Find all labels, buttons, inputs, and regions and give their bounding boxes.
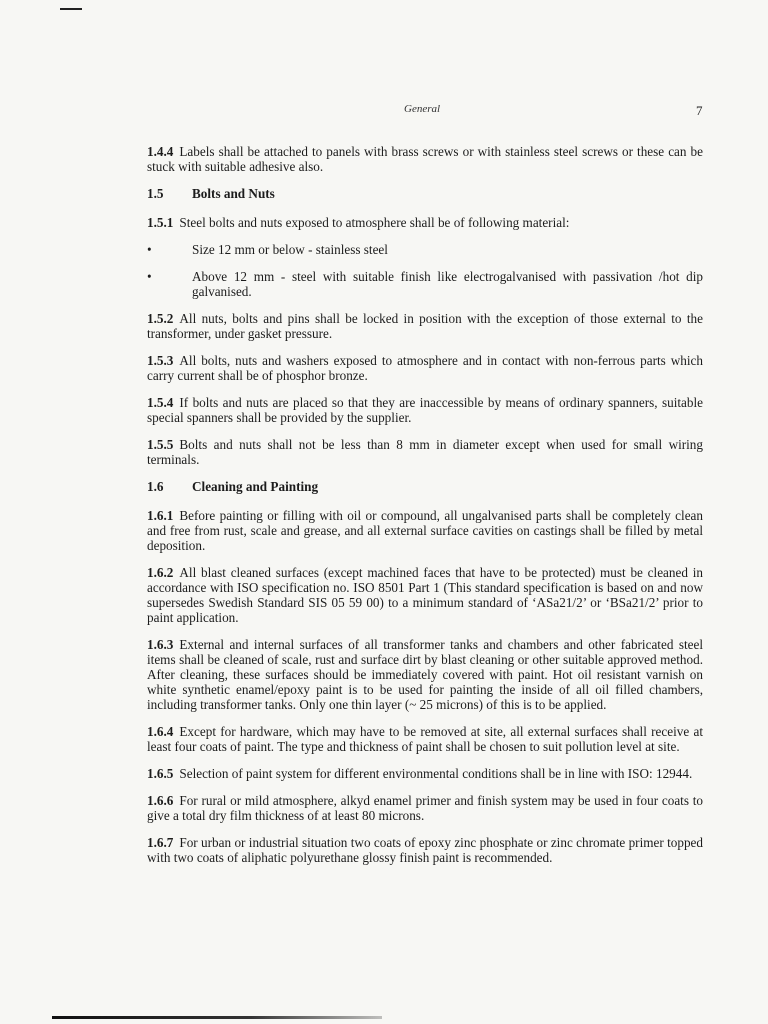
scan-edge-line	[52, 1016, 382, 1019]
clause-number: 1.5.2	[147, 311, 174, 326]
clause-1-6-3	[147, 637, 703, 712]
clause-number: 1.4.4	[147, 144, 174, 159]
clause-1-5-2	[147, 311, 703, 341]
clause-number: 1.6.6	[147, 793, 174, 808]
clause-text: For urban or industrial situation two coats of epoxy zinc phosphate or zinc chromate primer topped with two coats of aliphatic polyurethane glossy finish paint is recommended.	[147, 835, 703, 865]
section-title: Cleaning and Painting	[192, 479, 319, 494]
clause-1-6-5	[147, 766, 703, 781]
bullet-marker: •	[147, 242, 152, 257]
clause-number: 1.5.1	[147, 215, 174, 230]
bullet-text: Above 12 mm - steel with suitable finish like electrogalvanised with passivation /hot dip galvanised.	[192, 269, 703, 299]
clause-1-4-4	[147, 144, 703, 174]
page-number: 7	[696, 103, 703, 118]
clause-text: Before painting or filling with oil or compound, all ungalvanised parts shall be completely clean and free from rust, scale and grease, and all external surface cavities on castings shall be filled by metal deposition.	[147, 508, 703, 553]
section-number: 1.6	[147, 479, 164, 494]
document-body	[147, 144, 703, 877]
clause-number: 1.6.4	[147, 724, 174, 739]
clause-1-6-7	[147, 835, 703, 865]
bullet-item	[147, 269, 703, 299]
clause-text: External and internal surfaces of all transformer tanks and chambers and other fabricated steel items shall be cleaned of scale, rust and surface dirt by blast cleaning or other suitable approved method. After cleaning, these surfaces should be immediately covered with paint. Hot oil resistant varnish on white synthetic enamel/epoxy paint is to be used for painting the inside of all oil filled chambers, including transformer tanks. Only one thin layer (~ 25 microns) of this is to be applied.	[147, 637, 703, 712]
clause-number: 1.5.5	[147, 437, 174, 452]
clause-number: 1.6.7	[147, 835, 174, 850]
clause-text: For rural or mild atmosphere, alkyd enamel primer and finish system may be used in four coats to give a total dry film thickness of at least 80 microns.	[147, 793, 703, 823]
clause-number: 1.6.3	[147, 637, 174, 652]
section-heading-1-6	[147, 479, 703, 494]
clause-1-5-5	[147, 437, 703, 467]
clause-text: If bolts and nuts are placed so that they are inaccessible by means of ordinary spanners, suitable special spanners shall be provided by the supplier.	[147, 395, 703, 425]
scan-mark	[60, 8, 82, 10]
clause-text: Bolts and nuts shall not be less than 8 mm in diameter except when used for small wiring terminals.	[147, 437, 703, 467]
clause-1-6-6	[147, 793, 703, 823]
section-title: Bolts and Nuts	[192, 186, 275, 201]
bullet-marker: •	[147, 269, 152, 284]
clause-number: 1.6.1	[147, 508, 174, 523]
section-heading-1-5	[147, 186, 703, 201]
clause-number: 1.5.3	[147, 353, 174, 368]
clause-text: Steel bolts and nuts exposed to atmosphere shall be of following material:	[179, 215, 570, 230]
clause-1-5-1	[147, 215, 703, 230]
bullet-text: Size 12 mm or below - stainless steel	[192, 242, 388, 257]
clause-text: Selection of paint system for different environmental conditions shall be in line with ISO: 12944.	[179, 766, 693, 781]
clause-1-5-4	[147, 395, 703, 425]
clause-text: All bolts, nuts and washers exposed to atmosphere and in contact with non-ferrous parts which carry current shall be of phosphor bronze.	[147, 353, 703, 383]
clause-number: 1.6.2	[147, 565, 174, 580]
running-head: General	[404, 103, 441, 115]
clause-1-6-4	[147, 724, 703, 754]
clause-text: Labels shall be attached to panels with brass screws or with stainless steel screws or these can be stuck with suitable adhesive also.	[147, 144, 703, 174]
page-header	[0, 103, 768, 121]
clause-number: 1.5.4	[147, 395, 174, 410]
clause-text: All blast cleaned surfaces (except machined faces that have to be protected) must be cleaned in accordance with ISO specification no. ISO 8501 Part 1 (This standard specification is based on and now supersedes Swedish Standard SIS 05 59 00) to a minimum standard of ‘ASa21/2’ or ‘BSa21/2’ prior to paint application.	[147, 565, 703, 625]
clause-1-5-3	[147, 353, 703, 383]
clause-number: 1.6.5	[147, 766, 174, 781]
clause-1-6-2	[147, 565, 703, 625]
bullet-item	[147, 242, 703, 257]
clause-text: Except for hardware, which may have to be removed at site, all external surfaces shall receive at least four coats of paint. The type and thickness of paint shall be chosen to suit pollution level at site.	[147, 724, 703, 754]
section-number: 1.5	[147, 186, 164, 201]
clause-text: All nuts, bolts and pins shall be locked in position with the exception of those external to the transformer, under gasket pressure.	[147, 311, 703, 341]
clause-1-6-1	[147, 508, 703, 553]
